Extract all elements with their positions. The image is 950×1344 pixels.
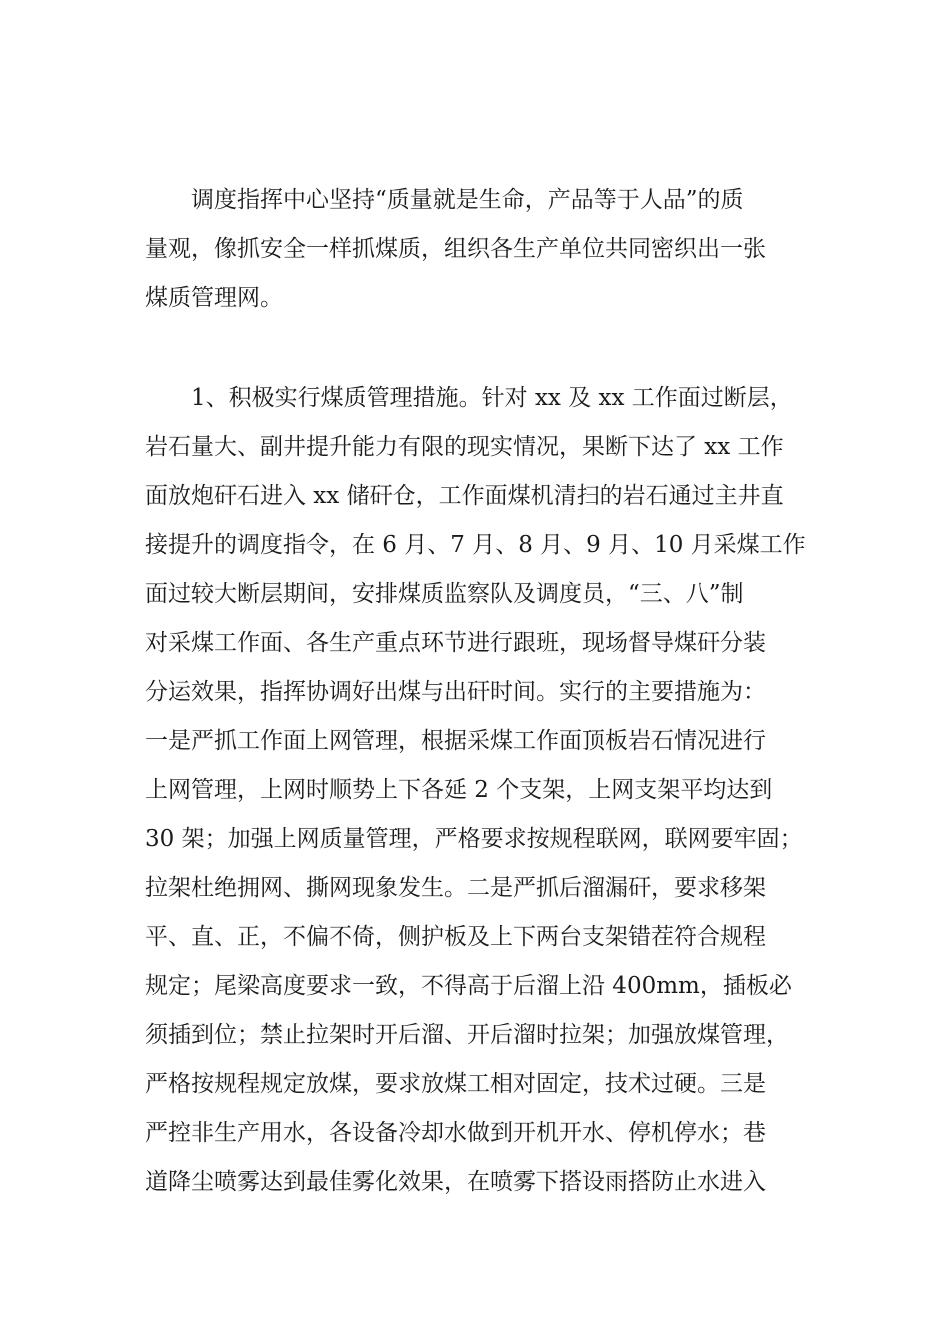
text-line: 面过较大断层期间，安排煤质监察队及调度员，“三、八”制 bbox=[145, 581, 744, 607]
text-line: 接提升的调度指令，在 6 月、7 月、8 月、9 月、10 月采煤工作 bbox=[145, 532, 806, 558]
text-line bbox=[145, 1207, 810, 1256]
text-line: 一是严抓工作面上网管理，根据采煤工作面顶板岩石情况进行 bbox=[145, 728, 766, 754]
text-line: 面放炮矸石进入 xx 储矸仓，工作面煤机清扫的岩石通过主井直 bbox=[145, 483, 784, 509]
text-line: 严控非生产用水，各设备冷却水做到开机开水、停机停水；巷 bbox=[145, 1120, 766, 1146]
text-line bbox=[145, 1256, 810, 1305]
text-line: 煤质管理网。 bbox=[145, 285, 283, 311]
text-line: 分运效果，指挥协调好出煤与出矸时间。实行的主要措施为： bbox=[145, 679, 766, 705]
text-line: 严格按规程规定放煤，要求放煤工相对固定，技术过硬。三是 bbox=[145, 1071, 766, 1097]
text-line: 道降尘喷雾达到最佳雾化效果，在喷雾下搭设雨搭防止水进入 bbox=[145, 1169, 766, 1195]
paragraph-measures bbox=[145, 374, 810, 1305]
text-line: 1、积极实行煤质管理措施。针对 xx 及 xx 工作面过断层， bbox=[145, 385, 793, 411]
paragraph-intro bbox=[145, 176, 810, 323]
text-line: 岩石量大、副井提升能力有限的现实情况，果断下达了 xx 工作 bbox=[145, 434, 784, 460]
text-line: 平、直、正，不偏不倚，侧护板及上下两台支架错茬符合规程 bbox=[145, 924, 766, 950]
text-line: 拉架杜绝拥网、撕网现象发生。二是严抓后溜漏矸，要求移架 bbox=[145, 875, 766, 901]
text-line: 对采煤工作面、各生产重点环节进行跟班，现场督导煤矸分装 bbox=[145, 630, 766, 656]
text-line: 30 架；加强上网质量管理，严格要求按规程联网，联网要牢固； bbox=[145, 826, 803, 852]
text-line: 调度指挥中心坚持“质量就是生命，产品等于人品”的质 bbox=[145, 187, 744, 213]
text-line: 规定；尾梁高度要求一致，不得高于后溜上沿 400mm，插板必 bbox=[145, 973, 792, 999]
text-line: 上网管理，上网时顺势上下各延 2 个支架，上网支架平均达到 bbox=[145, 777, 773, 803]
text-line: 量观，像抓安全一样抓煤质，组织各生产单位共同密织出一张 bbox=[145, 236, 766, 262]
text-line: 须插到位；禁止拉架时开后溜、开后溜时拉架；加强放煤管理， bbox=[145, 1022, 789, 1048]
